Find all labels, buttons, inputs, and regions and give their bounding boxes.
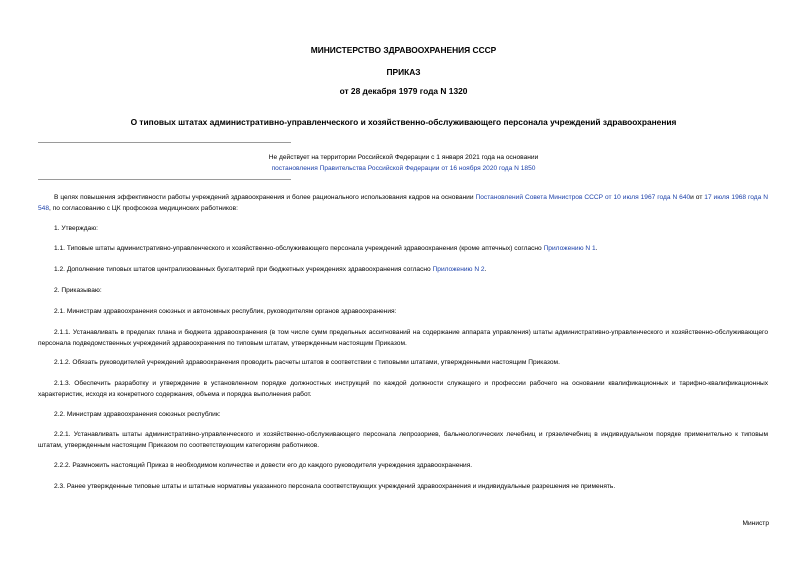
doc-type: ПРИКАЗ bbox=[386, 67, 421, 77]
intro-text-end: , по согласованию с ЦК профсоюза медицинских работников: bbox=[49, 205, 238, 212]
clause-2-2-2: 2.2.2. Размножить настоящий Приказ в необходимом количестве и довести его до каждого руководителя учреждения здравоохранения. bbox=[54, 462, 473, 469]
intro-text-start: В целях повышения эффективности работы учреждений здравоохранения и более рационального использования кадров на основании bbox=[54, 194, 476, 201]
clause-1-2-text: 1.2. Дополнение типовых штатов централизованных бухгалтерий при бюджетных учреждениях здравоохранения согласно bbox=[54, 266, 433, 273]
clause-2: 2. Приказываю: bbox=[54, 287, 102, 294]
intro-text-mid: и от bbox=[690, 194, 705, 201]
clause-2-1-3: 2.1.3. Обеспечить разработку и утверждение в установленном порядке должностных инструкций по каждой должности служащего и профессии рабочего на основании квалификационных и тарифно-квалификационных характеристик, исходя из конкретного содержания, объема и порядка выполнения работ. bbox=[38, 380, 768, 398]
notice-decree-link[interactable]: постановления Правительства Российской Федерации от 16 ноября 2020 года N 1850 bbox=[271, 165, 536, 172]
appendix-2-link[interactable]: Приложению N 2 bbox=[432, 266, 485, 273]
appendix-1-link[interactable]: Приложению N 1 bbox=[543, 245, 596, 252]
clause-2-1: 2.1. Министрам здравоохранения союзных и автономных республик, руководителям органов здравоохранения: bbox=[54, 308, 397, 315]
signature-title: Министр bbox=[742, 520, 769, 527]
decree-548-link[interactable]: 17 июля 1968 года N 548 bbox=[38, 194, 769, 212]
notice-top-rule bbox=[38, 142, 291, 143]
clause-1-2-end: . bbox=[484, 266, 487, 273]
clause-2-2-1: 2.2.1. Устанавливать штаты административно-управленческого и хозяйственно-обслуживающего персонала лепрозориев, бальнеологических лечебниц и грязелечебниц в индивидуальном порядке применительно к типовым штатам, утвержденным настоящим Приказом по соответствующим категориям работников. bbox=[38, 431, 768, 449]
clause-1-1-end: . bbox=[595, 245, 598, 252]
notice-line: Не действует на территории Российской Федерации с 1 января 2021 года на основании bbox=[268, 154, 539, 161]
clause-2-1-1: 2.1.1. Устанавливать в пределах плана и бюджета здравоохранения (в том числе сумм предельных ассигнований на содержание аппарата управления) штаты административно-управленческого и хозяйственно-обслуживающего персонала подведомственных учреждений здравоохранения по типовым штатам, утвержденным настоящим Приказом. bbox=[38, 329, 768, 347]
doc-title: О типовых штатах административно-управленческого и хозяйственно-обслуживающего персонала учреждений здравоохранения bbox=[130, 117, 677, 127]
notice-bottom-rule bbox=[38, 179, 291, 180]
clause-1-2 bbox=[38, 264, 768, 275]
clause-1-1-text: 1.1. Типовые штаты административно-управленческого и хозяйственно-обслуживающего персонала учреждений здравоохранения (кроме аптечных) согласно bbox=[54, 245, 544, 252]
doc-date: от 28 декабря 1979 года N 1320 bbox=[339, 86, 468, 96]
intro-paragraph bbox=[38, 192, 768, 214]
clause-1: 1. Утверждаю: bbox=[54, 225, 99, 232]
clause-2-3: 2.3. Ранее утвержденные типовые штаты и штатные нормативы указанного персонала соответствующих учреждений здравоохранения и индивидуальные разрешения не применять. bbox=[54, 483, 616, 490]
decree-640-link[interactable]: Постановлений Совета Министров СССР от 10 июля 1967 года N 640 bbox=[475, 194, 691, 201]
clause-1-1 bbox=[38, 243, 768, 254]
ministry-name: МИНИСТЕРСТВО ЗДРАВООХРАНЕНИЯ СССР bbox=[310, 45, 497, 55]
clause-2-2: 2.2. Министрам здравоохранения союзных республик: bbox=[54, 411, 221, 418]
clause-2-1-2: 2.1.2. Обязать руководителей учреждений здравоохранения проводить расчеты штатов в соответствии с типовыми штатами, утвержденными настоящим Приказом. bbox=[54, 359, 560, 366]
